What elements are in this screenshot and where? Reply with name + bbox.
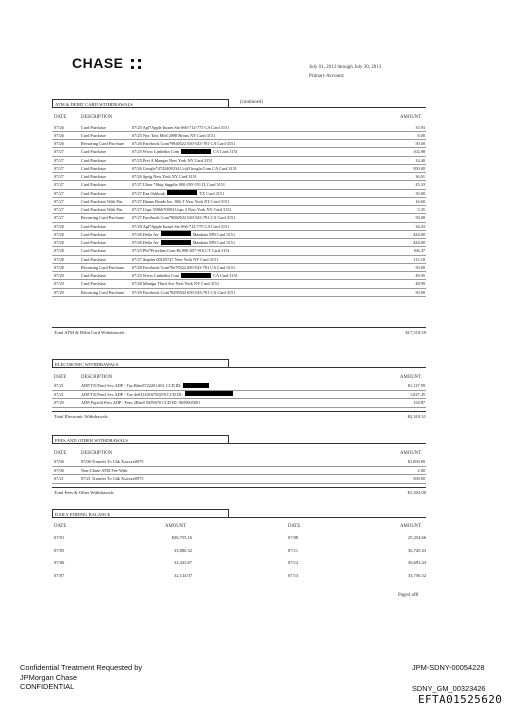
row-description-tail: CA Card 3151 [213,149,238,155]
balance-amount: 36,745.43 [408,547,426,553]
fees-total-label: Total Fees & Other Withdrawals [54,490,114,495]
chase-octagon-icon [131,59,141,69]
row-date: 07/27 [54,215,64,221]
table-row [52,223,426,231]
row-date: 07/27 [54,174,64,179]
row-description-text: 07/26 Sprig New York NY Card 3151 [132,174,197,179]
row-description [132,272,238,280]
confidential-notice [20,663,142,692]
table-row [52,231,426,239]
row-description-text: 07/29 Facebook Com*8299322 650-543-781 CA Card 3151 [132,289,236,295]
row-type: Recurring Card Purchase [81,141,125,146]
table-row [52,391,426,400]
balance-amount: 36,693.43 [408,560,426,565]
row-type: Card Purchase [81,149,106,155]
row-date: 07/28 [54,231,64,237]
row-description [132,132,215,140]
row-amount: 50.00 [415,264,425,270]
row-amount: $1,000.00 [407,459,425,464]
row-amount: 50.00 [415,141,425,146]
row-date: 07/26 [54,132,64,138]
row-description-text: 07/26 Delta Air [132,231,159,237]
sdny-bates-number: SDNY_GM_00323426 [412,684,486,693]
electronic-col-date: DATE [54,375,67,380]
redaction-block [181,273,211,278]
row-date: 07/26 [54,141,64,146]
row-amount: 115.18 [413,256,425,262]
row-description-text: 07/28 Apl*Apple Itunes Sto 866-712-775 CA Card 3151 [132,223,230,229]
row-date: 07/27 [54,198,64,204]
row-description [132,206,232,214]
row-date: 07/06 [54,459,64,464]
atm-col-description: DESCRIPTION [81,115,113,120]
section-divider [229,517,426,518]
fees-section-title: FEES AND OTHER WITHDRAWALS [52,435,229,444]
row-description [132,173,197,181]
row-type: Card Purchase With Pin [81,198,123,204]
balance-date: 07/07 [54,572,65,578]
row-date: 07/21 [54,383,64,388]
row-description-text: ADP Payroll Fees ADP - Fees 2Bne0 9459670 CCD ID: 9659605001 [81,400,201,405]
balance-date: 07/11 [288,547,299,553]
row-description-text: 07/28 Manigu Third Ave New York NY Card 3151 [132,281,220,287]
row-description [132,256,218,264]
row-description-text: 07/25 Www Linkedin Com [132,149,180,155]
row-description-text: ADP TX/Fincl Svc ADP - Tax Bfne9722201A01 CCD ID: [81,383,182,388]
balance-date: 07/12 [288,560,299,565]
row-type: Card Purchase With Pin [81,207,123,212]
section-divider [229,443,426,444]
row-date: 07/28 [54,256,64,262]
primary-account-label: Primary Account: [309,74,345,79]
table-row [52,280,426,288]
electronic-col-amount: AMOUNT [400,375,422,380]
redaction-block [185,391,233,396]
balance-date: 07/01 [54,535,65,540]
redaction-block [161,231,191,236]
fees-col-date: DATE [54,451,67,456]
row-description [132,148,238,156]
row-date: 07/27 [54,190,64,196]
redaction-block [161,240,191,245]
row-amount: 50.00 [415,215,425,221]
row-type: Card Purchase [81,240,106,245]
balance-date: 07/08 [288,535,299,540]
balance-date: 07/06 [54,560,65,565]
row-description: 07/21 Transfer To Chk Xxxxxx0975 [81,476,144,481]
table-row [52,382,426,391]
row-description [81,382,209,391]
redaction-block [183,383,209,388]
table-row [52,247,426,255]
row-amount: 16.60 [415,198,425,204]
row-date: 07/29 [54,273,64,278]
row-description-tail: TX Card 3151 [199,190,225,196]
row-amount: 424.00 [413,231,425,237]
table-row [52,198,426,206]
redaction-block [167,190,197,195]
row-description [81,399,200,408]
atm-col-date: DATE [54,115,67,120]
fees-total-amount: $1,502.00 [407,490,426,495]
row-amount: 2.00 [417,467,425,473]
brand-name: CHASE [72,55,124,71]
row-date: 07/27 [54,182,64,188]
table-row [52,148,426,156]
row-type: Recurring Card Purchase [81,289,125,295]
daily-col-date-right: DATE [288,524,301,529]
row-date: 07/27 [54,157,64,163]
row-type: Card Purchase [81,273,106,278]
daily-col-amount-right: AMOUNT [400,524,422,529]
row-description-text: 07/28 Facebook Com*8e79322 650-543-781 CA Card 3151 [132,264,236,270]
row-description [132,264,235,272]
fees-total-rule [52,487,426,488]
section-divider [229,107,426,108]
fees-col-amount: AMOUNT [400,451,422,456]
row-date: 07/29 [54,400,64,405]
table-row [52,173,426,181]
row-type: Card Purchase [81,190,106,196]
redaction-block [181,149,211,154]
row-description [132,165,237,173]
row-description-text: 07/26 Google*4742409234 Cc@Google.Com CA Card 3151 [132,165,237,171]
balance-date: 07/05 [54,547,65,553]
row-amount: 166.47 [413,248,425,254]
row-amount: 6.00 [417,132,425,138]
balance-amount: 33,880.32 [174,547,192,553]
row-description-text: 07/25 Nyc Taxi Med 2098 Bronx NY Card 3151 [132,132,216,138]
row-type: Card Purchase [81,165,106,171]
row-description [132,289,235,297]
atm-col-amount: AMOUNT [400,115,422,120]
row-description-text: 07/25 Apl*Apple Itunes Sto 866-712-775 CA Card 3151 [132,124,230,130]
atm-total-rule [52,327,426,328]
table-row [52,264,426,272]
row-description-text: 07/27 Eaa Oshkosh [132,190,166,196]
row-description-text: 07/27 Usps 3596670003 Usps 3 New York NY Card 3151 [132,207,232,212]
row-date: 07/26 [54,124,64,130]
table-row [52,458,426,467]
electronic-col-description: DESCRIPTION [81,375,113,380]
row-description [132,280,219,288]
row-amount: 102.88 [413,149,425,155]
balance-amount: 25,354.66 [408,535,426,540]
row-description-text: 07/27 Duane Reade Inc. 866 T New York NY Card 3151 [132,198,230,204]
row-type: Card Purchase [81,174,106,179]
row-amount: 500.00 [413,476,425,481]
row-type: Recurring Card Purchase [81,264,125,270]
table-row [52,165,426,173]
table-row [52,239,426,247]
table-row [52,399,426,408]
jpm-bates-number: JPM-SDNY-00054228 [412,663,485,672]
table-row [52,214,426,222]
row-description-text: 07/25 Www Linkedin Com [132,273,180,278]
row-description: Non-Chase ATM Fee-With [81,467,128,473]
row-description [132,124,229,132]
row-amount: 34.43 [415,223,425,229]
atm-section-title: ATM & DEBIT CARD WITHDRAWALS [52,99,229,108]
row-amount: 35.00 [415,190,425,196]
row-description [132,157,213,165]
footer-line-3: CONFIDENTIAL [20,682,75,691]
row-description-tail: CA Card 3151 [213,273,238,278]
row-description-text: 07/27 Staples 00105747 New York NY Card 3151 [132,256,219,262]
table-row [52,190,426,198]
efta-bates-number: EFTA01525620 [418,693,503,706]
row-amount: 35.93 [415,124,425,130]
row-date: 07/27 [54,165,64,171]
electronic-total-rule [52,411,426,412]
row-description-text: ADP TX/Fincl Svc ADP - Tax 4e0312016750470 CCD ID: [81,391,183,397]
daily-balance-section-title: DAILY ENDING BALANCE [52,509,229,518]
row-amount: 14.40 [415,157,425,163]
table-row [52,289,426,297]
table-row [52,132,426,140]
row-amount: 1,027.45 [409,391,425,397]
table-row [52,181,426,189]
statement-period: July 01, 2013 through July 20, 2013 [309,65,382,70]
table-row [52,206,426,214]
continued-label: (continued) [240,100,264,105]
table-row [52,157,426,165]
electronic-total-label: Total Electronic Withdrawals [54,414,108,419]
row-description-text: 07/27 Uline *Ship Supplie 800-295-551 IL Card 3151 [132,182,226,188]
row-description-text: 07/26 Facebook Com*9840522 650-543-781 CA Card 3151 [132,141,236,146]
row-type: Card Purchase [81,248,106,254]
balance-amount: $36,755.16 [171,535,192,540]
row-date: 07/28 [54,240,64,245]
row-date: 07/29 [54,289,64,295]
table-row [52,467,426,476]
row-date: 07/28 [54,264,64,270]
row-description-text: 07/27 Facebook Com*8060522 650-543-781 CA Card 3151 [132,215,236,221]
row-date: 07/06 [54,467,64,473]
row-description [132,190,224,198]
row-description [132,140,235,148]
table-row [52,256,426,264]
row-description [132,223,229,231]
row-date: 07/27 [54,149,64,155]
row-amount: 45.33 [415,182,425,188]
balance-amount: 32,433.87 [174,560,192,565]
balance-amount: 32,134.07 [174,572,192,578]
table-row [52,140,426,148]
row-type: Recurring Card Purchase [81,215,125,221]
section-divider [229,367,426,368]
fees-col-description: DESCRIPTION [81,451,113,456]
row-amount: 48.99 [415,281,425,287]
row-description-tail: Mankato MN Card 3151 [192,231,236,237]
balance-date: 07/13 [288,572,299,578]
row-description [132,231,235,239]
footer-line-2: JPMorgan Chase [20,672,78,682]
row-date: 07/29 [54,281,64,287]
row-type: Card Purchase [81,231,106,237]
row-amount: 36.01 [415,174,425,179]
row-description [81,391,233,400]
row-date: 07/21 [54,476,64,481]
row-description-text: 07/26 Delta Air [132,240,159,245]
row-description [132,214,235,222]
row-type: Card Purchase [81,281,106,287]
table-row [52,475,426,484]
electronic-section-title: ELECTRONIC WITHDRAWALS [52,359,229,368]
row-description-text: 07/25 Pret A Manger New York NY Card 3151 [132,157,213,163]
table-row [52,272,426,280]
table-row [52,124,426,132]
atm-total-label: Total ATM & Debit Card Withdrawals [54,330,125,335]
daily-col-amount-left: AMOUNT [165,524,187,529]
row-date: 07/28 [54,223,64,229]
row-description: 07/06 Transfer To Chk Xxxxxx0975 [81,459,144,464]
row-type: Card Purchase [81,223,106,229]
electronic-total-amount: $2,310.31 [407,414,426,419]
daily-col-date-left: DATE [54,524,67,529]
row-amount: 154.87 [413,400,425,405]
row-type: Card Purchase [81,124,106,130]
row-type: Card Purchase [81,132,106,138]
row-date: 07/28 [54,248,64,254]
row-date: 07/27 [54,207,64,212]
page-number: Page4 of8 [398,593,419,598]
row-amount: $1,127.99 [407,383,425,388]
row-amount: 5.35 [417,207,425,212]
row-description [132,247,230,255]
row-description [132,198,229,206]
row-amount: 49.95 [415,273,425,278]
row-date: 07/21 [54,391,64,397]
row-description [132,181,225,189]
row-description-tail: Mankato MN Card 3151 [192,240,236,245]
footer-line-1: Confidential Treatment Requested by [20,663,143,672]
row-type: Card Purchase [81,256,106,262]
row-description-text: 07/25 Pln*Priceline.Com Hi 800-657-916 CT Card 3151 [132,248,230,254]
row-type: Card Purchase [81,157,106,163]
balance-amount: 35,756.52 [408,572,426,578]
row-amount: 50.00 [415,289,425,295]
row-description [132,239,235,247]
atm-total-amount: $17,518.59 [405,330,426,335]
row-amount: 500.00 [413,165,425,171]
row-amount: 424.00 [413,240,425,245]
row-type: Card Purchase [81,182,106,188]
chase-logo [72,55,141,71]
